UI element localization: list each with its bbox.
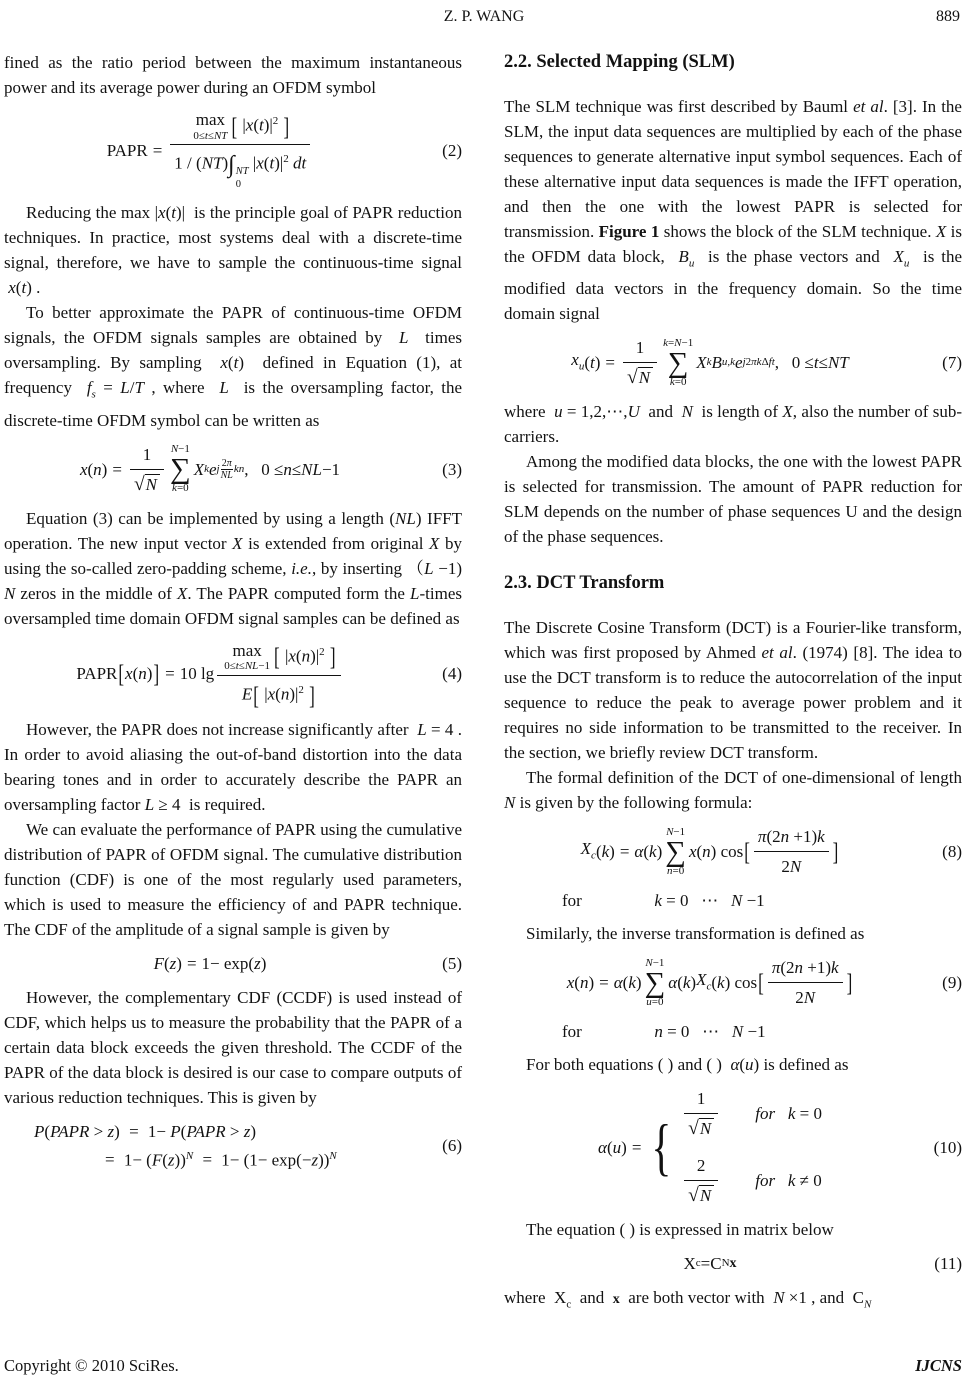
right-column	[504, 50, 962, 1318]
para-matrix-form: The equation ( ) is expressed in matrix below	[526, 1220, 834, 1240]
para-formal-definition: The formal definition of the DCT of one-dimensional of length N is given by the following formula:	[504, 768, 962, 813]
equation-9-body: x ( n ) = α ( k ) N−1 ∑ u=0 α ( k ) $X_c$ ( k ) cos [ π(2n +1)k 2N ]	[504, 955, 916, 1010]
equation-11-body: X c =C N x	[683, 1254, 737, 1274]
equation-2-body: PAPR = max 0≤t≤NT [ $|x(t)|^2$ ] 1 / (NT)∫ NT 0 $|x(t)|^2$ dt	[4, 109, 416, 191]
para-dct-intro: The Discrete Cosine Transform (DCT) is a Fourier-like transform, which was first proposed by Ahmed et al. (1974) [8]. The idea to use the DCT transform is to reduce the autocorrelation of the input sequence to reduce the peak to average power problem and it requires no side information to be transmitted to the receiver. In the section, we briefly review DCT transform.	[504, 618, 962, 763]
page-footer	[4, 1353, 962, 1378]
equation-5	[4, 951, 462, 976]
equation-7-number: (7)	[942, 353, 962, 373]
equation-8-body: $X_c$ ( k ) = α ( k ) N−1 ∑ n=0 x ( n ) cos [ π(2n +1)k 2N ]	[504, 824, 916, 879]
equation-10-number: (10)	[933, 1137, 962, 1157]
equation-10	[504, 1086, 962, 1208]
para-among-blocks: Among the modified data blocks, the one with the lowest PAPR is selected for transmission. The amount of PAPR reduction for SLM depends on the number of phase sequences U and the design of the phase sequences.	[504, 452, 962, 547]
equation-6-line2: = $1- (F(z))^N = 1- (1- \exp(-z))^N$	[105, 1149, 337, 1170]
para-alpha-definition: For both equations ( ) and ( ) α(u) is defined as	[526, 1055, 849, 1075]
equation-5-number: (5)	[442, 953, 462, 973]
copyright-notice: Copyright © 2010 SciRes.	[4, 1356, 179, 1375]
equation-4	[4, 640, 462, 708]
equation-11	[504, 1251, 962, 1276]
equation-9-condition: for n = 0 ⋯ N −1	[562, 1022, 766, 1042]
equation-7-body: $x_u$ ( t ) = $\frac{1}{√N}$ k=N−1 ∑ k=0 X k B u,k e j2πkΔft , 0 ≤ t ≤ NT	[571, 337, 849, 389]
para-where-u: where u = 1,2,⋯,U and N is length of X, also the number of sub-carriers.	[504, 402, 963, 447]
left-column	[4, 50, 462, 1318]
para-reducing-max: Reducing the max |x(t)| is the principle goal of PAPR reduction techniques. In practice, most systems deal with a discrete-time signal, therefore, we have to sample the continuous-time signal x(t) .	[4, 203, 462, 298]
journal-abbreviation: IJCNS	[915, 1356, 962, 1375]
para-papr-definition: fined as the ratio period between the maximum instantaneous power and its average power during an OFDM symbol	[4, 53, 462, 97]
equation-8	[504, 824, 962, 879]
para-slm: The SLM technique was first described by Bauml et al. [3]. In the SLM, the input data sequences are multiplied by each of the phase sequences to generate alternative input symbol sequences. Each of these alternative input data sequences is made the IFFT operation, and then the one with the lowest PAPR is selected for transmission. Figure 1 shows the block of the SLM technique. X is the OFDM data block, $B_u$ is the phase vectors and $X_u$ is the modified data vectors in the frequency domain. So the time domain signal	[504, 97, 962, 324]
para-oversampling: To better approximate the PAPR of continuous-time OFDM signals, the OFDM signals samples are obtained by L times oversampling. By sampling x(t) defined in Equation (1), at frequency $f_s = L/T$ , where L is the oversampling factor, the discrete-time OFDM symbol can be written as	[4, 303, 463, 430]
equation-9	[504, 955, 962, 1010]
para-zero-padding: Equation (3) can be implemented by using a length (NL) IFFT operation. The new input vector X is extended from original X by using the so-called zero-padding scheme, i.e., by inserting （L −1) N zeros in the middle of X. The PAPR computed form the L-times oversampled time domain OFDM signal samples can be defined as	[4, 508, 463, 628]
page-header	[0, 0, 968, 30]
equation-11-number: (11)	[934, 1254, 962, 1274]
equation-4-number: (4)	[442, 664, 462, 684]
equation-5-body: F ( z ) = 1− exp( z )	[153, 953, 267, 973]
section-heading-slm: 2.2. Selected Mapping (SLM)	[504, 52, 735, 72]
equation-9-number: (9)	[942, 973, 962, 993]
equation-6-body	[4, 1119, 416, 1173]
equation-3	[4, 442, 462, 497]
equation-6-line1: P(PAPR > z) = 1− P(PAPR > z)	[34, 1121, 257, 1141]
equation-8-number: (8)	[942, 842, 962, 862]
para-inverse-transform: Similarly, the inverse transformation is defined as	[526, 924, 865, 944]
equation-6	[4, 1119, 462, 1173]
para-cdf: We can evaluate the performance of PAPR using the cumulative distribution of PAPR of OFDM signal. The cumulative distribution function (CDF) is one of the most regularly used parameters, which is used to measure the efficiency of and PAPR technique. The CDF of the amplitude of a signal sample is given by	[4, 819, 462, 939]
equation-10-body: α ( u ) = { 1 √N for k = 0 2 √N for k ≠ 0	[598, 1089, 822, 1207]
equation-3-number: (3)	[442, 459, 462, 479]
equation-2-number: (2)	[442, 140, 462, 160]
para-oversampling-factor: However, the PAPR does not increase significantly after L = 4 . In order to avoid aliasing the out-of-band distortion into the data bearing tones and in order to accurately describe the PAPR an oversampling factor L ≥ 4 is required.	[4, 719, 462, 814]
equation-4-body: PAPR [ x ( n ) ] = 10 lg max 0≤t≤NL−1 [ $|x(n)|^2$ ] E[ $|x(n)|^2$ ]	[4, 640, 416, 708]
para-ccdf: However, the complementary CDF (CCDF) is used instead of CDF, which helps us to measure the probability that the PAPR of a certain data block exceeds the given threshold. The CCDF of the PAPR of the data block is desired is our case to compare outputs of various reduction techniques. This is given by	[4, 987, 462, 1107]
equation-6-number: (6)	[442, 1136, 462, 1156]
running-title: Z. P. WANG	[443, 8, 525, 25]
section-heading-dct: 2.3. DCT Transform	[504, 573, 665, 594]
page-number: 889	[936, 8, 960, 25]
equation-8-condition: for k = 0 ⋯ N −1	[562, 891, 765, 911]
para-vector-note: where $X_c$ and x are both vector with N ×1 , and $C_N$	[504, 1288, 872, 1311]
equation-3-body: x ( n ) = $\frac{1}{√N}$ N−1 ∑ k=0 X k e j $\frac{2\pi}{NL}$ kn , 0 ≤ n ≤ NL −1	[79, 443, 341, 495]
two-column-body	[0, 50, 968, 1318]
equation-2	[4, 109, 462, 191]
equation-7	[504, 335, 962, 390]
